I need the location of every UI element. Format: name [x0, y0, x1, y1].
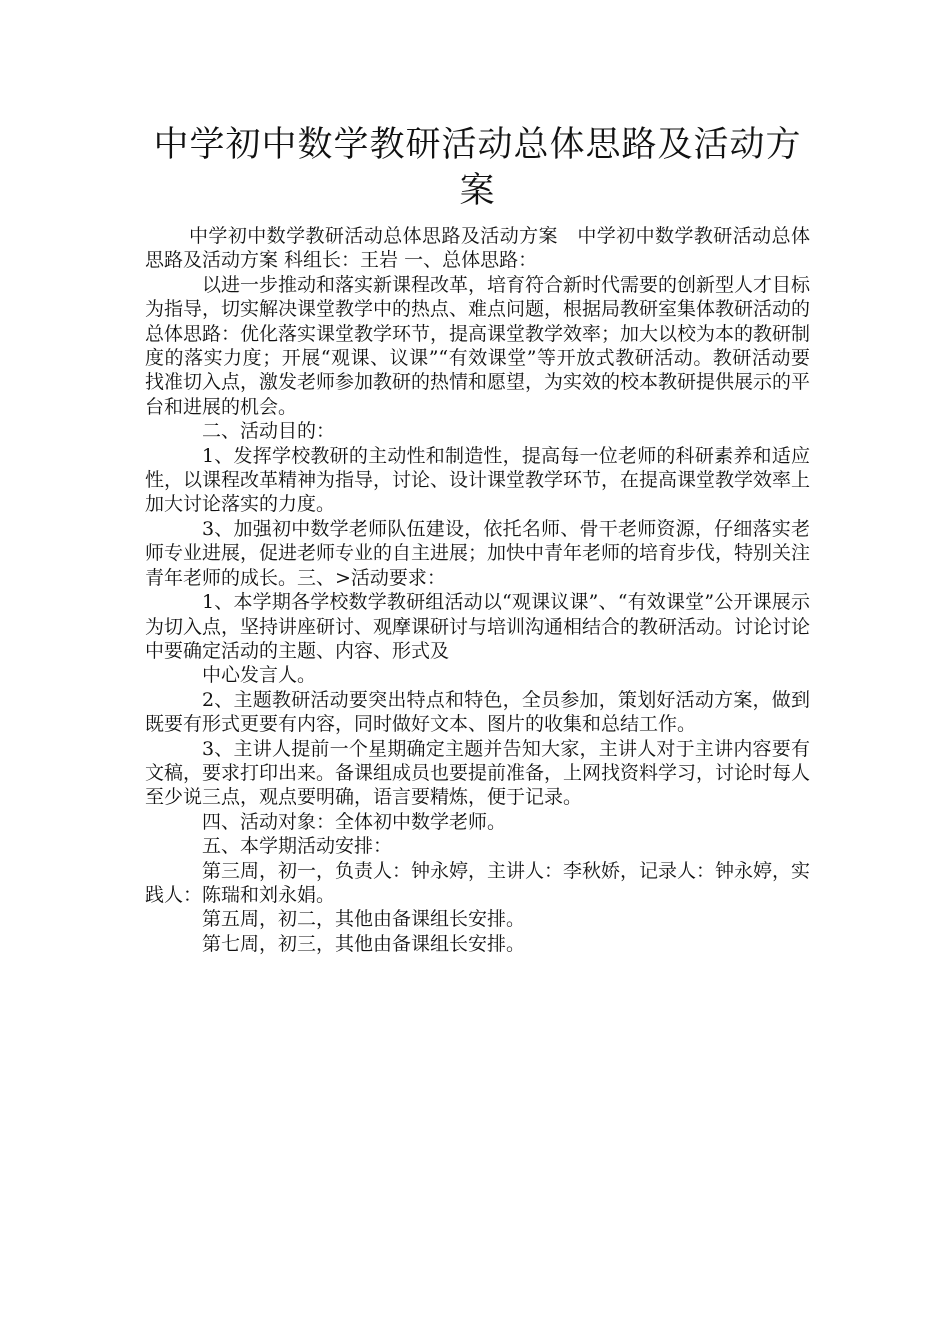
schedule-item-week-5: 第五周，初二，其他由备课组长安排。 [202, 908, 526, 931]
document-title: 中学初中数学教研活动总体思路及活动方案 [153, 125, 802, 211]
paragraph-requirement-1-continued: 中心发言人。 [202, 664, 317, 687]
paragraph-intro: 中学初中数学教研活动总体思路及活动方案 中学初中数学教研活动总体思路及活动方案 科组长：王岩 一、总体思路： [145, 225, 810, 272]
document-page [145, 122, 810, 956]
section-heading-schedule: 五、本学期活动安排： [202, 835, 393, 858]
paragraph-guiding-idea: 以进一步推动和落实新课程改革，培育符合新时代需要的创新型人才目标为指导，切实解决课堂教学中的热点、难点问题，根据局教研室集体教研活动的总体思路：优化落实课堂教学环节，提高课堂教学效率；加大以校为本的教研制度的落实力度；开展“观课、议课”“有效课堂”等开放式教研活动。教研活动要找准切入点，激发老师参加教研的热情和愿望，为实效的校本教研提供展示的平台和进展的机会。 [145, 273, 811, 418]
section-heading-purpose: 二、活动目的： [202, 420, 336, 443]
schedule-item-week-7: 第七周，初三，其他由备课组长安排。 [202, 932, 526, 955]
paragraph-requirement-2: 2、主题教研活动要突出特点和特色，全员参加，策划好活动方案，做到既要有形式更要有内容，同时做好文本、图片的收集和总结工作。 [145, 688, 810, 736]
schedule-item-week-3: 第三周，初一，负责人：钟永婷，主讲人：李秋娇，记录人：钟永婷，实践人：陈瑞和刘永娟。 [145, 859, 811, 906]
paragraph-purpose-3: 3、加强初中数学老师队伍建设，依托名师、骨干老师资源，仔细落实老师专业进展，促进老师专业的自主进展；加快中青年老师的培育步伐，特别关注青年老师的成长。三、>活动要求： [145, 517, 811, 589]
section-heading-audience: 四、活动对象：全体初中数学老师。 [202, 810, 507, 833]
paragraph-requirement-3: 3、主讲人提前一个星期确定主题并告知大家，主讲人对于主讲内容要有文稿，要求打印出来。备课组成员也要提前准备，上网找资料学习，讨论时每人至少说三点，观点要明确，语言要精炼，便于记录。 [145, 737, 811, 809]
paragraph-purpose-1: 1、发挥学校教研的主动性和制造性，提高每一位老师的科研素养和适应性，以课程改革精神为指导，讨论、设计课堂教学环节，在提高课堂教学效率上加大讨论落实的力度。 [145, 444, 811, 516]
paragraph-requirement-1: 1、本学期各学校数学教研组活动以“观课议课”、“有效课堂”公开课展示为切入点，坚持讲座研讨、观摩课研讨与培训沟通相结合的教研活动。讨论讨论中要确定活动的主题、内容、形式及 [145, 591, 811, 662]
document-body [145, 224, 810, 956]
